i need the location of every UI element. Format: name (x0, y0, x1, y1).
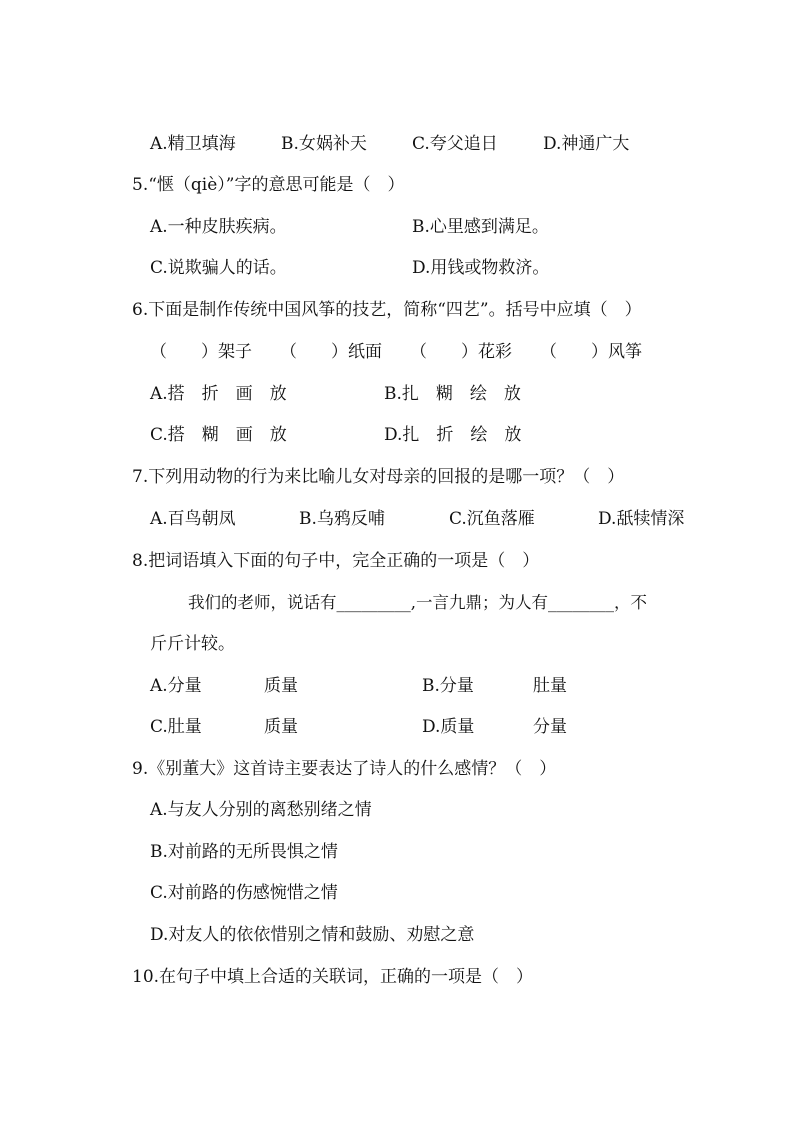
q9-option-a: A.与友人分别的离愁别绪之情 (150, 800, 372, 820)
q10-stem: 10.在句子中填上合适的关联词，正确的一项是（ ） (132, 967, 534, 987)
q8-option-d-second: 分量 (533, 717, 567, 737)
q7-option-a: A.百鸟朝凤 (150, 509, 236, 529)
q6-blank-1: （ ）架子 (150, 342, 252, 362)
q5-option-d: D.用钱或物救济。 (412, 258, 550, 278)
q9-option-c: C.对前路的伤感惋惜之情 (150, 883, 338, 903)
q4-option-a: A.精卫填海 (150, 134, 236, 154)
q6-option-c: C.搭 糊 画 放 (150, 425, 287, 445)
q8-option-c-second: 质量 (264, 717, 298, 737)
q8-sentence-line-2: 斤斤计较。 (150, 634, 235, 654)
q5-option-a: A.一种皮肤疾病。 (150, 217, 287, 237)
q7-option-c: C.沉鱼落雁 (449, 509, 535, 529)
q6-blank-2: （ ）纸面 (280, 342, 382, 362)
q8-option-d: D.质量 (422, 717, 475, 737)
q6-option-a: A.搭 折 画 放 (150, 384, 287, 404)
q8-option-c: C.肚量 (150, 717, 202, 737)
q7-stem: 7.下列用动物的行为来比喻儿女对母亲的回报的是哪一项？（ ） (132, 467, 625, 487)
q6-option-b: B.扎 糊 绘 放 (384, 384, 521, 404)
q5-option-b: B.心里感到满足。 (412, 217, 549, 237)
q4-option-c: C.夸父追日 (412, 134, 498, 154)
q9-option-d: D.对友人的依依惜别之情和鼓励、劝慰之意 (150, 925, 475, 945)
q8-option-b-second: 肚量 (533, 676, 567, 696)
q9-stem: 9.《别董大》这首诗主要表达了诗人的什么感情？（ ） (132, 759, 557, 779)
q6-blank-3: （ ）花彩 (410, 342, 512, 362)
q7-option-d: D.舐犊情深 (598, 509, 685, 529)
q8-stem: 8.把词语填入下面的句子中，完全正确的一项是（ ） (132, 551, 540, 571)
q9-option-b: B.对前路的无所畏惧之情 (150, 842, 338, 862)
q8-option-a: A.分量 (150, 676, 202, 696)
q5-stem: 5.“惬（qiè）”字的意思可能是（ ） (132, 175, 405, 195)
q6-stem: 6.下面是制作传统中国风筝的技艺，简称“四艺”。括号中应填（ ） (132, 300, 642, 320)
q5-option-c: C.说欺骗人的话。 (150, 258, 287, 278)
q6-option-d: D.扎 折 绘 放 (384, 425, 522, 445)
q4-option-b: B.女娲补天 (281, 134, 367, 154)
q7-option-b: B.乌鸦反哺 (299, 509, 385, 529)
q4-option-d: D.神通广大 (543, 134, 630, 154)
q8-option-a-second: 质量 (264, 676, 298, 696)
q8-option-b: B.分量 (422, 676, 474, 696)
q6-blank-4: （ ）风筝 (540, 342, 642, 362)
q8-sentence-line-1: 我们的老师，说话有_________,一言九鼎；为人有________，不 (188, 593, 647, 612)
